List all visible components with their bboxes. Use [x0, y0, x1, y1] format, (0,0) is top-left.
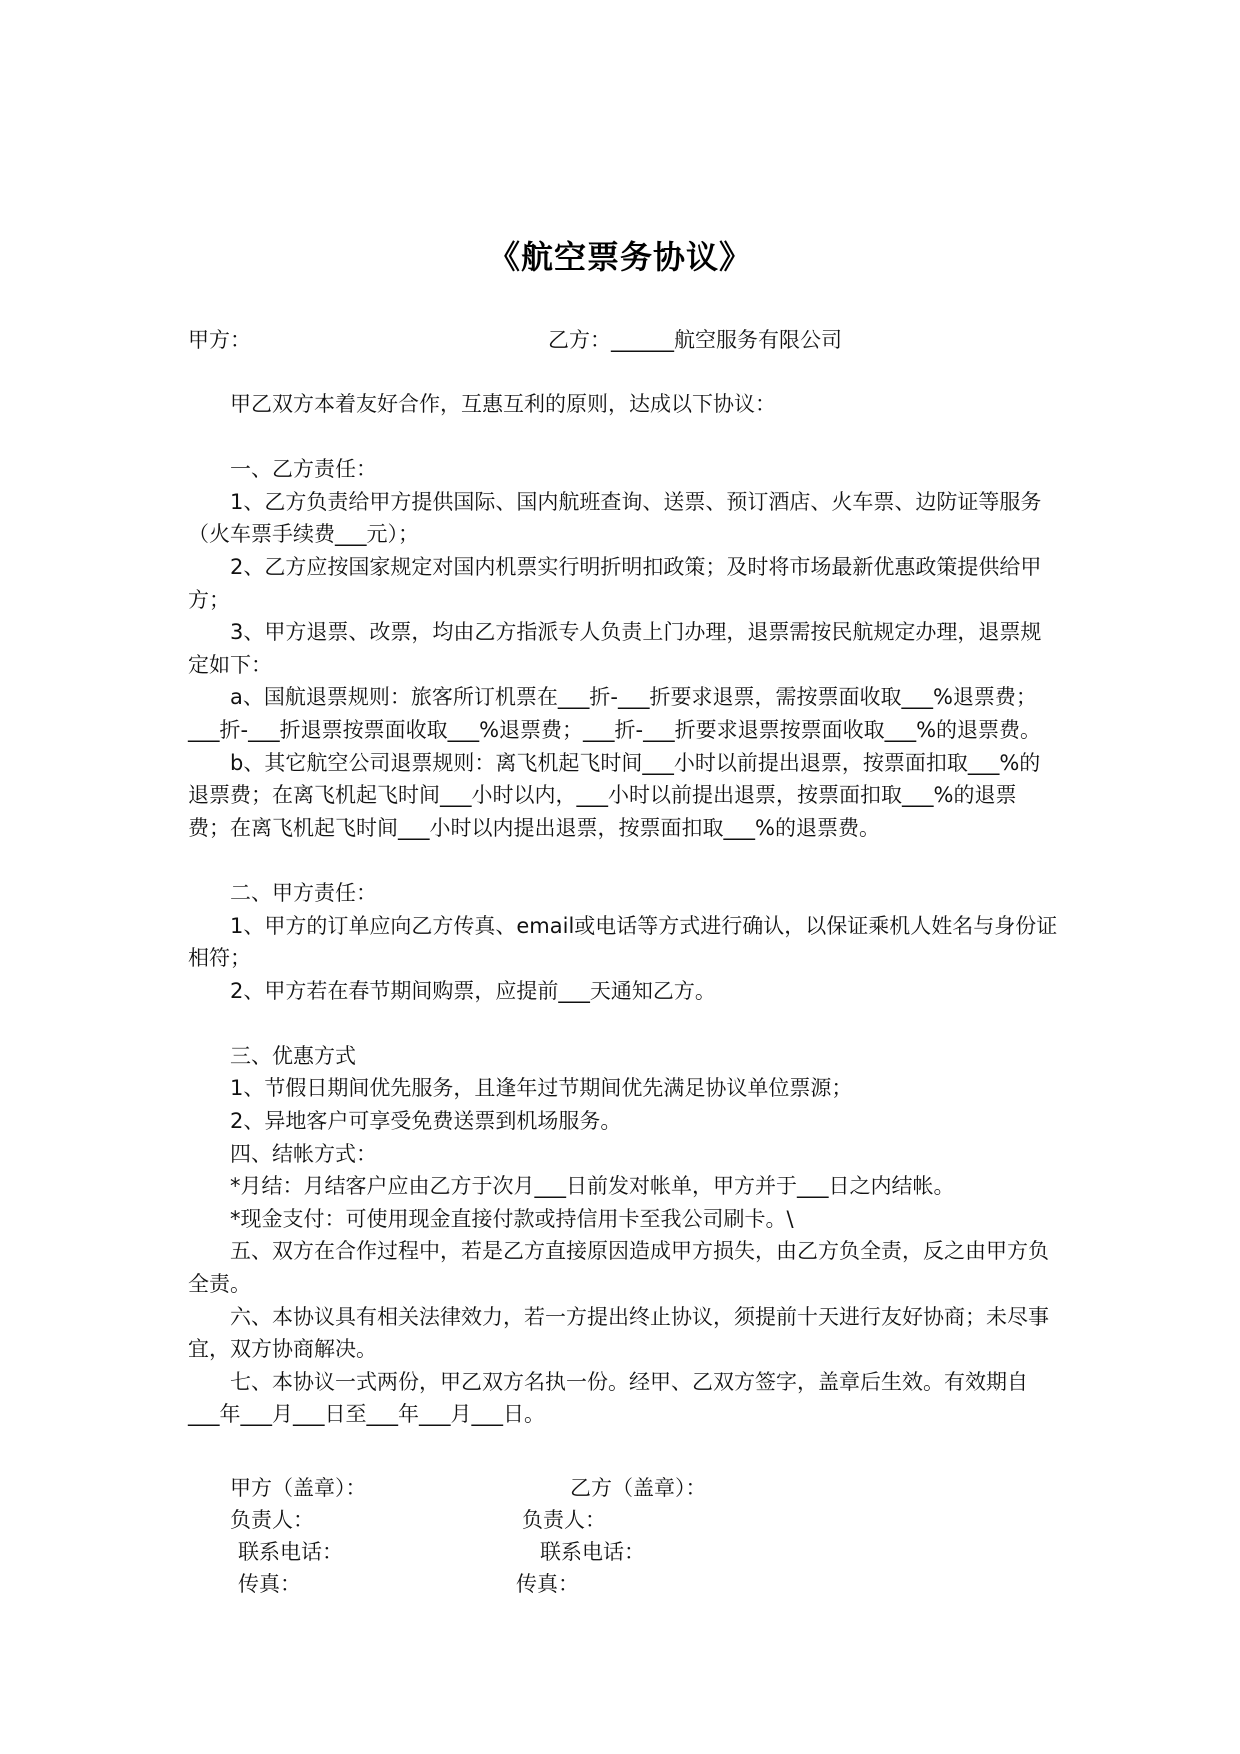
party-a-phone-label: 联系电话：	[238, 1540, 343, 1564]
party-a-fax-label: 传真：	[238, 1572, 301, 1596]
section3-item-1: 1、节假日期间优先服务，且逢年过节期间优先满足协议单位票源；	[230, 1076, 853, 1101]
section1-item-2: 2、乙方应按国家规定对国内机票实行明折明扣政策；及时将市场最新优惠政策提供给甲方；	[188, 554, 1042, 612]
section3-heading: 三、优惠方式	[230, 1043, 356, 1068]
section1-item-3: 3、甲方退票、改票，均由乙方指派专人负责上门办理，退票需按民航规定办理，退票规定如下：	[188, 620, 1042, 677]
party-b-seal-label: 乙方（盖章）：	[570, 1476, 707, 1500]
section5-paragraph: 五、双方在合作过程中，若是乙方直接原因造成甲方损失，由乙方负全责，反之由甲方负全责。	[188, 1239, 1049, 1297]
party-b-phone-label: 联系电话：	[540, 1540, 645, 1564]
section2-item-1: 1、甲方的订单应向乙方传真、email或电话等方式进行确认，以保证乘机人姓名与身份证相符；	[188, 913, 1058, 971]
party-b-label: 乙方：______航空服务有限公司	[548, 328, 842, 352]
section2-item-2: 2、甲方若在春节期间购票，应提前___天通知乙方。	[230, 978, 716, 1003]
section1-item-b: b、其它航空公司退票规则：离飞机起飞时间___小时以前提出退票，按票面扣取___%的退票费；在离飞机起飞时间___小时以内，___小时以前提出退票，按票面扣取___%的退票费；在离飞机起飞时间___小时以内提出退票，按票面扣取___%的退票费。	[188, 750, 1041, 840]
section1-item-1: 1、乙方负责给甲方提供国际、国内航班查询、送票、预订酒店、火车票、边防证等服务（火车票手续费___元）；	[188, 489, 1042, 547]
agreement-body	[188, 388, 1058, 1431]
document-title: 《航空票务协议》	[487, 238, 752, 276]
section1-item-a: a、国航退票规则：旅客所订机票在___折-___折要求退票，需按票面收取___%退票费；___折-___折退票按票面收取___%退票费；___折-___折要求退票按票面收取___%的退票费。	[188, 685, 1042, 742]
section4-item-2: *现金支付：可使用现金直接付款或持信用卡至我公司刷卡。\	[230, 1206, 794, 1231]
party-b-fax-label: 传真：	[516, 1572, 579, 1596]
section6-paragraph: 六、本协议具有相关法律效力，若一方提出终止协议，须提前十天进行友好协商；未尽事宜，双方协商解决。	[188, 1304, 1049, 1362]
section1-heading: 一、乙方责任：	[230, 457, 377, 482]
intro-paragraph: 甲乙双方本着友好合作，互惠互利的原则，达成以下协议：	[230, 392, 776, 416]
section2-heading: 二、甲方责任：	[230, 880, 377, 905]
party-b-person-label: 负责人：	[522, 1508, 606, 1532]
parties-header	[0, 324, 1240, 364]
section4-heading: 四、结帐方式：	[230, 1141, 377, 1166]
section3-item-2: 2、异地客户可享受免费送票到机场服务。	[230, 1109, 622, 1134]
section4-item-1: *月结：月结客户应由乙方于次月___日前发对帐单，甲方并于___日之内结帐。	[230, 1174, 955, 1199]
party-a-person-label: 负责人：	[230, 1508, 314, 1532]
party-a-label: 甲方：	[188, 328, 251, 352]
party-a-seal-label: 甲方（盖章）：	[230, 1476, 367, 1500]
section7-paragraph: 七、本协议一式两份，甲乙双方名执一份。经甲、乙双方签字，盖章后生效。有效期自___年___月___日至___年___月___日。	[188, 1369, 1028, 1427]
